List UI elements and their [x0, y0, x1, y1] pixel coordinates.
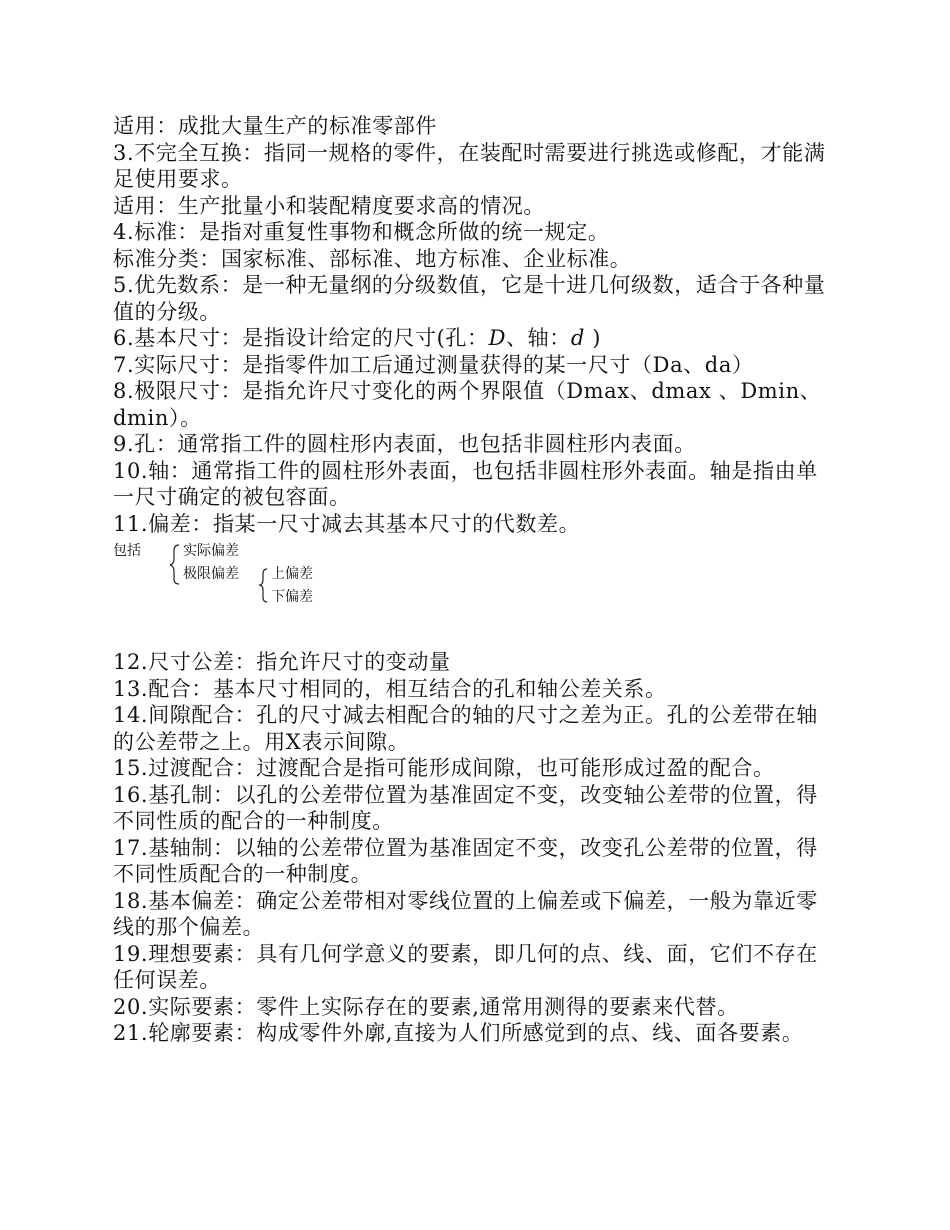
- paragraph-shaft: 10.轴：通常指工件的圆柱形外表面，也包括非圆柱形外表面。轴是指由单一尺寸确定的被包容面。: [113, 458, 818, 509]
- diagram-actual-deviation: 实际偏差: [183, 543, 239, 559]
- hole-symbol: D: [488, 326, 507, 350]
- paragraph-limit-size: 8.极限尺寸：是指允许尺寸变化的两个界限值（Dmax、dmax 、Dmin、dmin）。: [113, 379, 822, 430]
- paragraph-transition-fit: 15.过渡配合：过渡配合是指可能形成间隙，也可能形成过盈的配合。: [113, 756, 775, 780]
- deviation-brace-diagram: [113, 542, 833, 624]
- text-block-bottom: [113, 649, 833, 1047]
- document-page: [113, 113, 833, 1047]
- paragraph-shaft-basis: 17.基轴制：以轴的公差带位置为基准固定不变，改变孔公差带的位置，得不同性质配合的一种制度。: [113, 835, 818, 886]
- text-block-mid: [113, 352, 833, 538]
- paragraph-incomplete-interchange: 3.不完全互换：指同一规格的零件，在装配时需要进行挑选或修配，才能满足使用要求。: [113, 140, 826, 191]
- paragraph-size-tolerance: 12.尺寸公差：指允许尺寸的变动量: [113, 650, 451, 674]
- diagram-lower-deviation: 下偏差: [271, 589, 313, 605]
- basic-size-prefix: 6.基本尺寸：是指设计给定的尺寸(孔：: [113, 326, 489, 350]
- paragraph-preferred-numbers: 5.优先数系：是一种无量纲的分级数值，它是十进几何级数，适合于各种量值的分级。: [113, 273, 826, 324]
- paragraph-actual-size: 7.实际尺寸：是指零件加工后通过测量获得的某一尺寸（Da、da）: [113, 352, 754, 377]
- paragraph-fundamental-deviation: 18.基本偏差：确定公差带相对零线位置的上偏差或下偏差，一般为靠近零线的那个偏差。: [113, 888, 818, 939]
- diagram-limit-deviation: 极限偏差: [183, 566, 239, 582]
- paragraph-standard: 4.标准：是指对重复性事物和概念所做的统一规定。: [113, 220, 610, 244]
- paragraph-fit: 13.配合：基本尺寸相同的，相互结合的孔和轴公差关系。: [113, 676, 667, 701]
- paragraph-ideal-feature: 19.理想要素：具有几何学意义的要素，即几何的点、线、面，它们不存在任何误差。: [113, 941, 818, 992]
- paragraph-deviation: 11.偏差：指某一尺寸减去其基本尺寸的代数差。: [113, 511, 581, 536]
- basic-size-mid: 、轴：: [506, 326, 571, 350]
- paragraph-standard-categories: 标准分类：国家标准、部标准、地方标准、企业标准。: [113, 246, 632, 271]
- paragraph-applicable-2: 适用：生产批量小和装配精度要求高的情况。: [113, 193, 545, 218]
- paragraph-applicable-1: 适用：成批大量生产的标准零部件: [113, 114, 437, 138]
- text-block-top: [113, 113, 833, 325]
- paragraph-hole-basis: 16.基孔制：以孔的公差带位置为基准固定不变，改变轴公差带的位置，得不同性质的配合的一种制度。: [113, 782, 818, 833]
- paragraph-hole: 9.孔：通常指工件的圆柱形内表面，也包括非圆柱形内表面。: [113, 432, 696, 456]
- diagram-root-label: 包括: [113, 543, 141, 559]
- paragraph-basic-size: [113, 325, 833, 352]
- paragraph-actual-feature: 20.实际要素：零件上实际存在的要素,通常用测得的要素来代替。: [113, 994, 739, 1019]
- basic-size-suffix: ): [584, 326, 602, 350]
- paragraph-clearance-fit: 14.间隙配合：孔的尺寸减去相配合的轴的尺寸之差为正。孔的公差带在轴的公差带之上。用X表示间隙。: [113, 703, 818, 754]
- paragraph-contour-feature: 21.轮廓要素：构成零件外廓,直接为人们所感觉到的点、线、面各要素。: [113, 1021, 804, 1045]
- diagram-upper-deviation: 上偏差: [271, 566, 313, 582]
- shaft-symbol: d: [570, 326, 585, 350]
